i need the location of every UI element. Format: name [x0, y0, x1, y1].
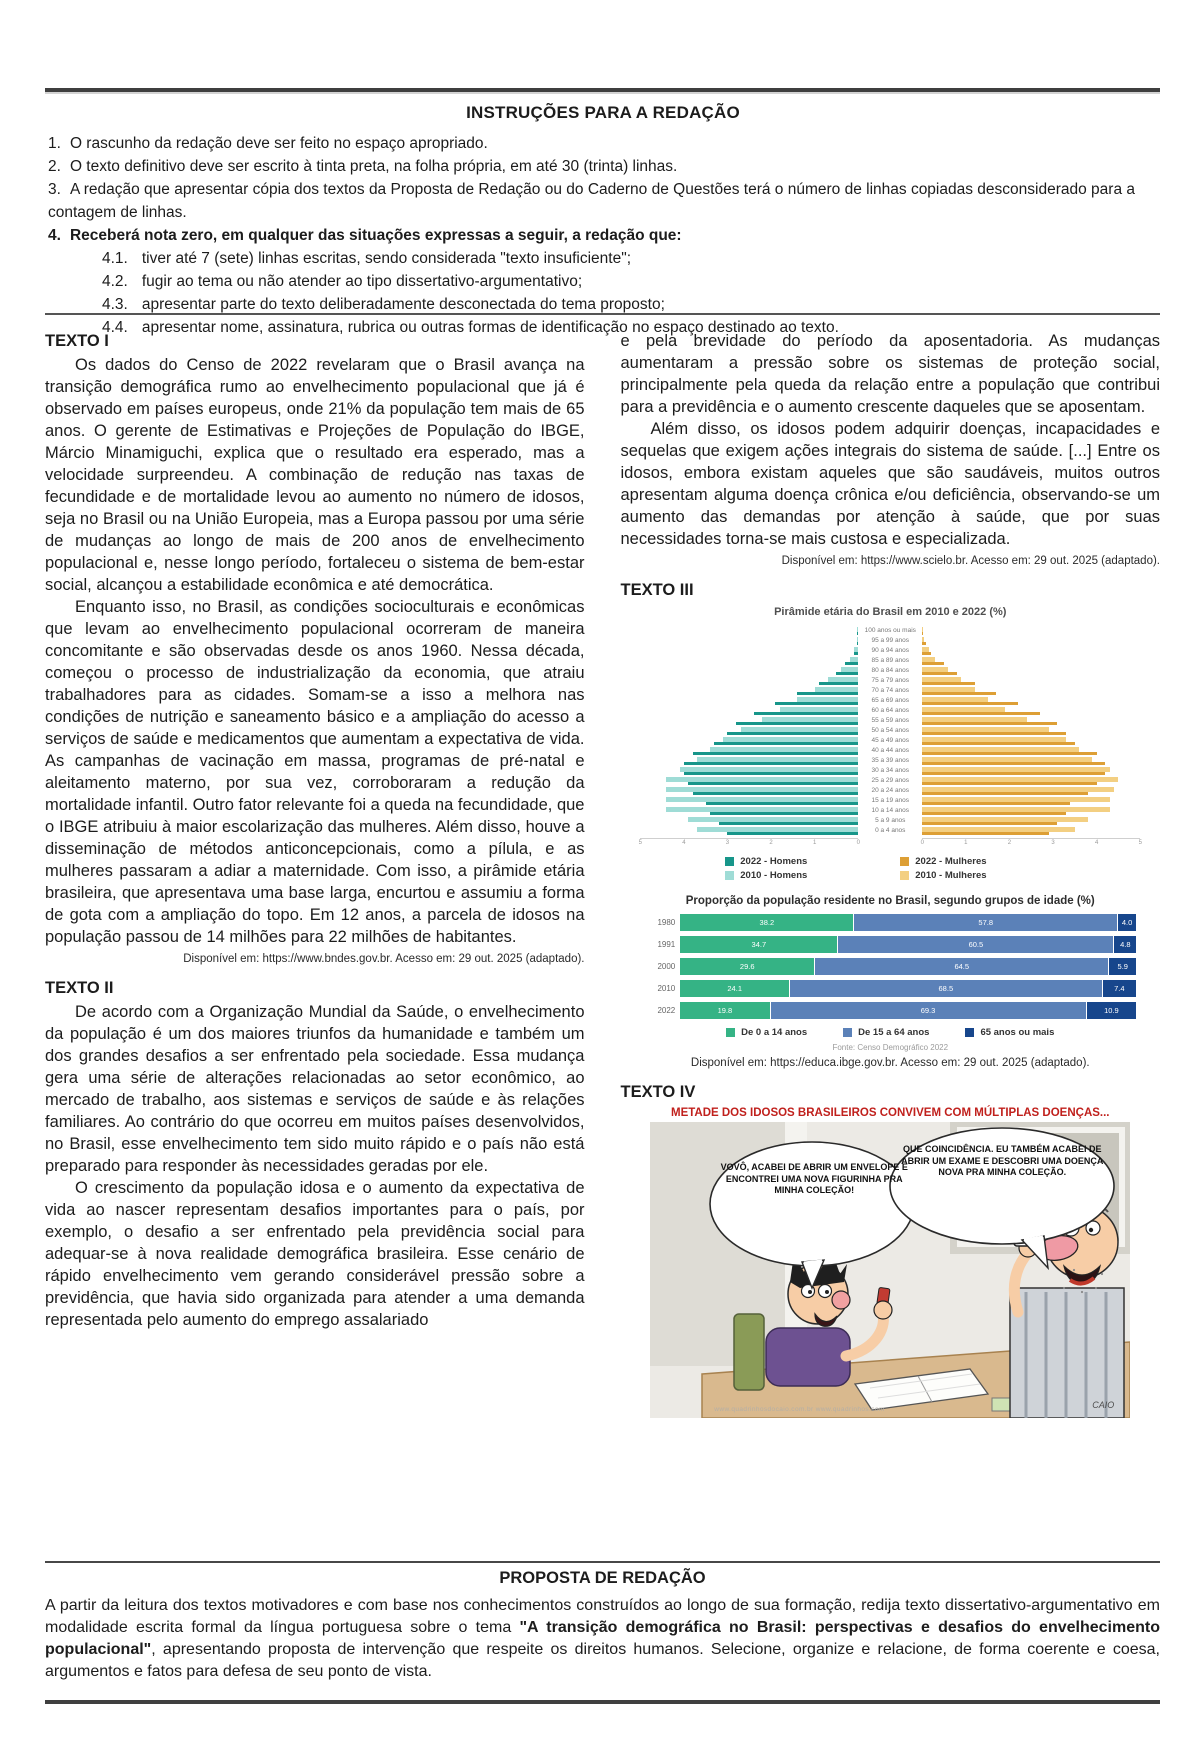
separator-rule	[45, 313, 1160, 315]
pyramid-row	[640, 656, 1140, 666]
texto1-heading: TEXTO I	[45, 332, 109, 350]
instruction-subitem	[102, 247, 1158, 270]
stacked-segment: 7.4	[1103, 980, 1137, 997]
pyramid-age-label: 80 a 84 anos	[871, 667, 910, 674]
stacked-segment: 69.3	[771, 1002, 1087, 1019]
stacked-segment: 4.0	[1118, 914, 1136, 931]
pyramid-age-label: 90 a 94 anos	[871, 647, 910, 654]
texto4-heading: TEXTO IV	[620, 1083, 696, 1101]
speech-bubble-grandpa: QUE COINCIDÊNCIA. EU TAMBÉM ACABEI DE ABRIR UM EXAME E DESCOBRI UMA DOENÇA NOVA PRA MINHA COLEÇÃO.	[901, 1144, 1104, 1178]
pyramid-age-label: 55 a 59 anos	[871, 717, 910, 724]
stacked-segment: 24.1	[680, 980, 790, 997]
pyramid-row	[640, 726, 1140, 736]
pyramid-age-label: 5 a 9 anos	[875, 817, 906, 824]
legend-item: De 15 a 64 anos	[843, 1027, 929, 1038]
legend-swatch	[843, 1028, 852, 1037]
legend-item: 2022 - Homens	[725, 856, 880, 867]
pyramid-row	[640, 636, 1140, 646]
item-number: 2.	[48, 158, 61, 175]
texto3-source: Disponível em: https://educa.ibge.gov.br. Acesso em: 29 out. 2025 (adaptado).	[690, 1057, 1090, 1069]
pyramid-axis-right: 0 1 2 3 4 5	[920, 840, 1142, 846]
stacked-segment: 34.7	[680, 936, 838, 953]
instructions-section	[48, 103, 1158, 339]
stacked-segment: 57.8	[854, 914, 1118, 931]
proposta-title: PROPOSTA DE REDAÇÃO	[499, 1569, 706, 1587]
pyramid-row	[640, 666, 1140, 676]
stacked-year-label: 1991	[657, 940, 676, 949]
bottom-rule	[45, 1700, 1160, 1704]
legend-item: 65 anos ou mais	[965, 1027, 1054, 1038]
stacked-segment: 29.6	[680, 958, 815, 975]
pyramid-row	[640, 626, 1140, 636]
stacked-row	[644, 1002, 1136, 1019]
cartoon-illustration	[650, 1122, 1130, 1418]
stacked-segment: 10.9	[1087, 1002, 1137, 1019]
pyramid-row	[640, 686, 1140, 696]
pyramid-row	[640, 786, 1140, 796]
item-text: O texto definitivo deve ser escrito à tinta preta, na folha própria, em até 30 (trinta) linhas.	[69, 158, 678, 175]
item-text: apresentar nome, assinatura, rubrica ou outras formas de identificação no espaço destinado ao texto.	[141, 319, 839, 336]
pyramid-row	[640, 716, 1140, 726]
texto3-heading: TEXTO III	[620, 581, 694, 599]
instruction-item	[48, 132, 1158, 155]
pyramid-row	[640, 706, 1140, 716]
instruction-item	[48, 178, 1158, 224]
pyramid-row	[640, 776, 1140, 786]
speech-bubble-boy: VOVÔ, ACABEI DE ABRIR UM ENVELOPE E ENCONTREI UMA NOVA FIGURINHA PRA MINHA COLEÇÃO!	[720, 1162, 908, 1196]
stacked-row	[644, 958, 1136, 975]
pyramid-age-label: 85 a 89 anos	[871, 657, 910, 664]
stacked-segment: 68.5	[790, 980, 1102, 997]
pyramid-age-label: 95 a 99 anos	[871, 637, 910, 644]
cartoonist-signature: CAIO	[1092, 1400, 1115, 1410]
item-number: 4.	[48, 227, 61, 244]
texto1-source: Disponível em: https://www.bndes.gov.br. Acesso em: 29 out. 2025 (adaptado).	[183, 953, 585, 965]
pyramid-age-label: 20 a 24 anos	[871, 787, 910, 794]
texto2-paragraph: Além disso, os idosos podem adquirir doenças, incapacidades e sequelas que exigem ações integrais do sistema de saúde. [...] Entre os idosos, embora existam aqueles que são saudáveis, muitos outros apresentam alguma doença crônica e/ou deficiência, observando-se um aumento das demandas por atenção à saúde, que por suas necessidades torna-se mais custosa e especializada.	[620, 420, 1160, 548]
legend-item: De 0 a 14 anos	[726, 1027, 807, 1038]
stacked-row	[644, 980, 1136, 997]
pyramid-age-label: 10 a 14 anos	[871, 807, 910, 814]
pyramid-row	[640, 646, 1140, 656]
pyramid-age-label: 25 a 29 anos	[871, 777, 910, 784]
cartoon-headline: METADE DOS IDOSOS BRASILEIROS CONVIVEM COM MÚLTIPLAS DOENÇAS...	[670, 1107, 1110, 1119]
population-pyramid-chart	[640, 626, 1140, 836]
instructions-title: INSTRUÇÕES PARA A REDAÇÃO	[466, 103, 740, 122]
two-column-body	[45, 330, 1160, 1552]
pyramid-age-label: 75 a 79 anos	[871, 677, 910, 684]
proposta-tail: , apresentando proposta de intervenção que respeite os direitos humanos. Selecione, organize e relacione, de forma coerente e coesa, argumentos e fatos para defesa de seu ponto de vista.	[45, 1641, 1160, 1680]
legend-item: 2022 - Mulheres	[900, 856, 1055, 867]
pyramid-age-label: 15 a 19 anos	[871, 797, 910, 804]
pyramid-age-label: 30 a 34 anos	[871, 767, 910, 774]
legend-item: 2010 - Mulheres	[900, 870, 1055, 881]
legend-swatch	[725, 857, 734, 866]
stacked-row	[644, 914, 1136, 931]
pyramid-age-label: 35 a 39 anos	[871, 757, 910, 764]
texto2-heading: TEXTO II	[45, 979, 114, 997]
pyramid-row	[640, 766, 1140, 776]
item-number: 4.2.	[102, 273, 128, 290]
legend-item: 2010 - Homens	[725, 870, 880, 881]
proposta-text	[45, 1595, 1160, 1683]
texto3-charts	[621, 606, 1161, 1069]
right-column	[621, 330, 1161, 1552]
item-text: fugir ao tema ou não atender ao tipo dissertativo-argumentativo;	[141, 273, 583, 290]
item-text: A redação que apresentar cópia dos textos da Proposta de Redação ou do Caderno de Questões terá o número de linhas copiadas desconsiderado para a contagem de linhas.	[48, 181, 1135, 221]
pyramid-age-label: 40 a 44 anos	[871, 747, 910, 754]
item-text: tiver até 7 (sete) linhas escritas, sendo considerada "texto insuficiente";	[141, 250, 632, 267]
legend-swatch	[900, 857, 909, 866]
stacked-bar-chart	[644, 914, 1136, 1019]
pyramid-axis	[640, 838, 1140, 848]
stacked-year-label: 2022	[657, 1006, 676, 1015]
item-number: 4.3.	[102, 296, 128, 313]
top-rule	[45, 88, 1160, 92]
pyramid-row	[640, 696, 1140, 706]
item-text: Receberá nota zero, em qualquer das situações expressas a seguir, a redação que:	[69, 227, 682, 244]
pyramid-age-label: 70 a 74 anos	[871, 687, 910, 694]
stacked-legend	[621, 1027, 1161, 1038]
pyramid-row	[640, 816, 1140, 826]
instruction-item	[48, 155, 1158, 178]
stacked-segment: 64.5	[815, 958, 1109, 975]
left-column	[45, 330, 585, 1552]
texto1-paragraph: Os dados do Censo de 2022 revelaram que o Brasil avança na transição demográfica rumo ao envelhecimento populacional que já é observado em países europeus, onde 21% da população tem mais de 65 anos. O gerente de Estimativas e Projeções de População do IBGE, Márcio Minamiguchi, explica que o resultado era esperado, mas a velocidade surpreendeu. A combinação de redução nas taxas de fecundidade e de mortalidade levou ao aumento no número de idosos, seja no Brasil ou na União Europeia, mas a Europa passou por uma série de mudanças ao longo de mais de 200 anos de envelhecimento populacional e, nesse longo período, fortaleceu o sistema de bem-estar social, alcançou a estabilidade econômica e até democrática.	[45, 356, 585, 594]
stacked-segment: 38.2	[680, 914, 854, 931]
legend-swatch	[726, 1028, 735, 1037]
pyramid-age-label: 100 anos ou mais	[864, 627, 916, 634]
texto2-paragraph: De acordo com a Organização Mundial da Saúde, o envelhecimento da população é um dos maiores triunfos da humanidade e também um dos grandes desafios a ser enfrentado pela sociedade. Essa mudança gera uma série de alterações relacionadas ao setor econômico, ao mercado de trabalho, aos sistemas e serviços de saúde e às relações familiares. Ao contrário do que ocorreu em muitos países desenvolvidos, no Brasil, esse envelhecimento tem sido muito rápido e o país não está preparado para responder às necessidades geradas por ele.	[45, 1003, 585, 1175]
item-text: apresentar parte do texto deliberadamente desconectada do tema proposto;	[141, 296, 665, 313]
pyramid-age-label: 65 a 69 anos	[871, 697, 910, 704]
item-number: 3.	[48, 181, 61, 198]
pyramid-row	[640, 746, 1140, 756]
pyramid-row	[640, 806, 1140, 816]
item-number: 1.	[48, 135, 61, 152]
pyramid-age-label: 0 a 4 anos	[875, 827, 906, 834]
stacked-year-label: 1980	[657, 918, 676, 927]
legend-swatch	[965, 1028, 974, 1037]
pyramid-axis-left: 0 1 2 3 4 5	[638, 840, 860, 846]
proposta-lead: A partir da leitura dos textos motivadores e com base nos conhecimentos construídos ao longo de sua formação, redija texto dissertativo-argumentativo em modalidade escrita formal da língua portuguesa sobre o tema	[45, 1597, 1160, 1636]
stacked-segment: 5.9	[1109, 958, 1136, 975]
stacked-segment: 19.8	[680, 1002, 770, 1019]
stacked-year-label: 2010	[657, 984, 676, 993]
chart-fonte: Fonte: Censo Demográfico 2022	[832, 1043, 949, 1052]
texto2-paragraph-cont: e pela brevidade do período da aposentadoria. As mudanças aumentaram a pressão sobre os sistemas de proteção social, principalmente pela queda da relação entre a população que contribui para a previdência e o aumento crescente daqueles que se aposentam.	[620, 332, 1160, 416]
stacked-row	[644, 936, 1136, 953]
pyramid-row	[640, 796, 1140, 806]
stacked-segment: 4.8	[1114, 936, 1136, 953]
item-text: O rascunho da redação deve ser feito no espaço apropriado.	[69, 135, 488, 152]
legend-swatch	[900, 871, 909, 880]
texto2-source: Disponível em: https://www.scielo.br. Acesso em: 29 out. 2025 (adaptado).	[781, 555, 1160, 567]
item-number: 4.1.	[102, 250, 128, 267]
cartoon-watermark: www.quadrinhosdocaio.com.br www.quadrinhos.com	[714, 1406, 885, 1413]
legend-swatch	[725, 871, 734, 880]
instruction-subitem	[102, 270, 1158, 293]
pyramid-age-label: 50 a 54 anos	[871, 727, 910, 734]
instruction-item	[48, 224, 1158, 247]
texto1-paragraph: Enquanto isso, no Brasil, as condições socioculturais e econômicas que levam ao envelhecimento populacional ocorreram de maneira concomitante e são observadas desde os anos 1960. Nessa década, começou o processo de industrialização da economia, que atraiu trabalhadores para as cidades. Somam-se a isso a melhora nas condições de nutrição e saneamento básico e a ampliação do acesso a serviços de saúde e medicamentos que aumentam a expectativa de vida. As campanhas de vacinação em massa, programas de pré-natal e aleitamento materno, por sua vez, corroboraram a redução da mortalidade infantil. Outro fator relevante foi a queda na fecundidade, que o IBGE atribuiu à maior escolarização das mulheres. Além disso, houve a disseminação de métodos anticoncepcionais, como a pílula, e as mulheres passaram a adiar a maternidade. Com isso, a pirâmide etária brasileira, que apresentava uma base larga, encurtou e assumiu a forma de gota com a ampliação do topo. Em 12 anos, a parcela de idosos na população passou de 14 milhões para 22 milhões de habitantes.	[45, 598, 585, 946]
pyramid-age-label: 60 a 64 anos	[871, 707, 910, 714]
item-number: 4.4.	[102, 319, 128, 336]
pyramid-age-label: 45 a 49 anos	[871, 737, 910, 744]
stacked-year-label: 2000	[657, 962, 676, 971]
texto2-paragraph: O crescimento da população idosa e o aumento da expectativa de vida ao nascer representam desafios importantes para o país, por exemplo, o desafio a ser enfrentado pela previdência social para adequar-se à nova realidade demográfica brasileira. Esse cenário de rápido envelhecimento vem gerando considerável pressão sobre a previdência, que havia sido organizada para atender a uma demanda representada pelo aumento do emprego assalariado	[45, 1179, 585, 1329]
proposta-theme: "A transição demográfica no Brasil: perspectivas e desafios do envelhecimento populacional"	[45, 1619, 1160, 1658]
pyramid-row	[640, 756, 1140, 766]
pyramid-row	[640, 826, 1140, 836]
pyramid-row	[640, 676, 1140, 686]
stacked-chart-title: Proporção da população residente no Brasil, segundo grupos de idade (%)	[685, 895, 1095, 907]
stacked-segment: 60.5	[838, 936, 1114, 953]
pyramid-legend	[725, 856, 1055, 881]
pyramid-chart-title: Pirâmide etária do Brasil em 2010 e 2022 (%)	[774, 606, 1007, 618]
pyramid-row	[640, 736, 1140, 746]
proposta-section	[45, 1569, 1160, 1683]
separator-rule	[45, 1561, 1160, 1563]
